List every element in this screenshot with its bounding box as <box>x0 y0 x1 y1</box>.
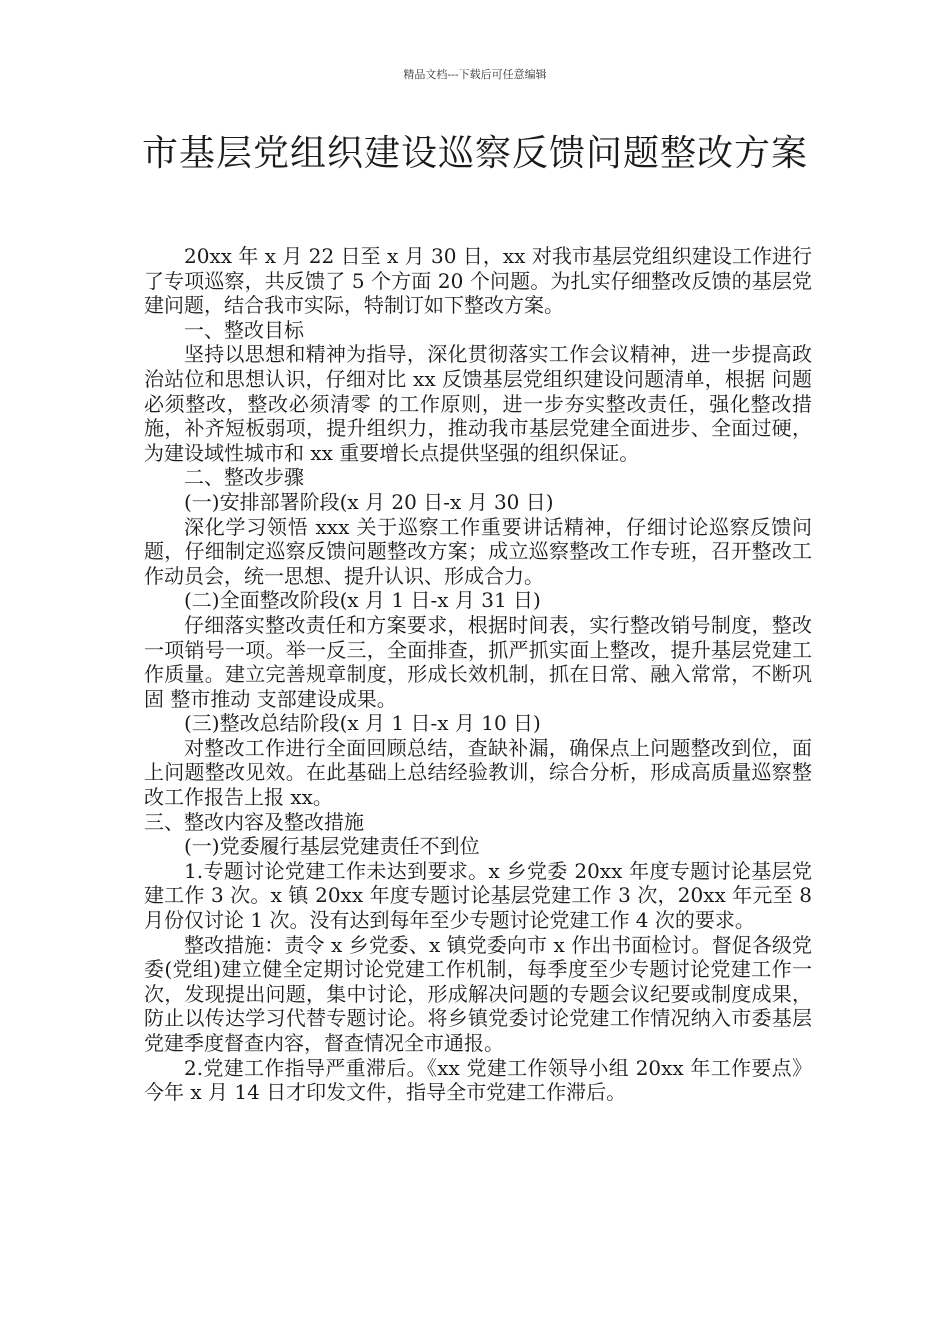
subheading-phase-1: (一)安排部署阶段(x 月 20 日-x 月 30 日) <box>184 489 554 514</box>
document-body <box>144 244 812 1105</box>
phase-2-paragraph: 仔细落实整改责任和方案要求，根据时间表，实行整改销号制度，整改一项销号一项。举一反三，全面排查，抓严抓实面上整改，提升基层党建工作质量。建立完善规章制度，形成长效机制，抓在日常、融入常常，不断巩固 整市推动 支部建设成果。 <box>144 612 812 711</box>
header-note: 精品文档---下载后可任意编辑 <box>403 68 547 81</box>
subheading-phase-3: (三)整改总结阶段(x 月 1 日-x 月 10 日) <box>184 711 541 736</box>
subheading-phase-2: (二)全面整改阶段(x 月 1 日-x 月 31 日) <box>184 588 541 613</box>
section-heading-steps: 二、整改步骤 <box>184 465 304 490</box>
issue-2-paragraph: 2.党建工作指导严重滞后。《xx 党建工作领导小组 20xx 年工作要点》今年 x 月 14 日才印发文件，指导全市党建工作滞后。 <box>144 1055 812 1105</box>
phase-1-paragraph: 深化学习领悟 xxx 关于巡察工作重要讲话精神，仔细讨论巡察反馈问题，仔细制定巡察反馈问题整改方案；成立巡察整改工作专班，召开整改工作动员会，统一思想、提升认识、形成合力。 <box>144 514 812 588</box>
section-heading-goals: 一、整改目标 <box>184 317 304 342</box>
intro-paragraph: 20xx 年 x 月 22 日至 x 月 30 日，xx 对我市基层党组织建设工作进行了专项巡察，共反馈了 5 个方面 20 个问题。为扎实仔细整改反馈的基层党建问题，结合我市实际，特制订如下整改方案。 <box>144 244 812 318</box>
issue-1-paragraph: 1.专题讨论党建工作未达到要求。x 乡党委 20xx 年度专题讨论基层党建工作 3 次。x 镇 20xx 年度专题讨论基层党建工作 3 次，20xx 年元至 8 月份仅讨论 1 次。没有达到每年至少专题讨论党建工作 4 次的要求。 <box>144 858 812 933</box>
measures-paragraph: 整改措施：责令 x 乡党委、x 镇党委向市 x 作出书面检讨。督促各级党委(党组)建立健全定期讨论党建工作机制，每季度至少专题讨论党建工作一次，发现提出问题，集中讨论，形成解决问题的专题会议纪要或制度成果，防止以传达学习代替专题讨论。将乡镇党委讨论党建工作情况纳入市委基层党建季度督查内容，督查情况全市通报。 <box>144 932 812 1055</box>
goals-paragraph: 坚持以思想和精神为指导，深化贯彻落实工作会议精神，进一步提高政治站位和思想认识，仔细对比 xx 反馈基层党组织建设问题清单，根据 问题必须整改，整改必须清零 的工作原则，进一步夯实整改责任，强化整改措施，补齐短板弱项，提升组织力，推动我市基层党建全面进步、全面过硬，为建设域性城市和 xx 重要增长点提供坚强的组织保证。 <box>144 342 812 465</box>
section-heading-measures: 三、整改内容及整改措施 <box>144 809 364 834</box>
subheading-issue-1: (一)党委履行基层党建责任不到位 <box>184 834 480 859</box>
document-title: 市基层党组织建设巡察反馈问题整改方案 <box>141 133 808 174</box>
phase-3-paragraph: 对整改工作进行全面回顾总结，查缺补漏，确保点上问题整改到位，面上问题整改见效。在此基础上总结经验教训，综合分析，形成高质量巡察整改工作报告上报 xx。 <box>144 735 812 810</box>
